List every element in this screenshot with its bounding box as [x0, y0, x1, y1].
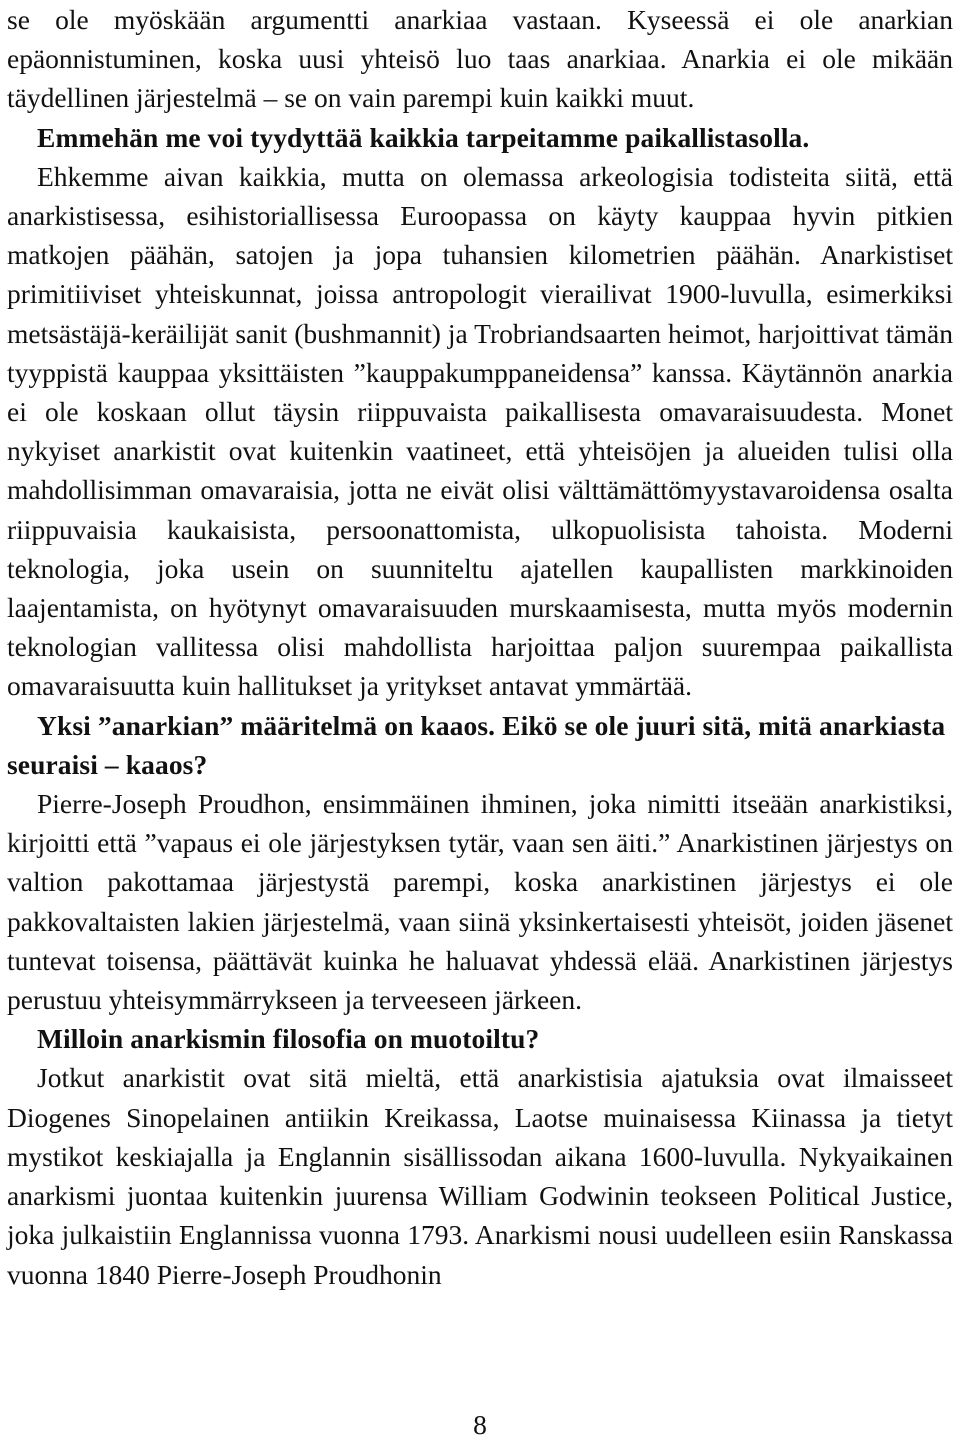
- answer-paragraph-1: Ehkemme aivan kaikkia, mutta on olemassa arkeologisia todisteita siitä, että anarkistisessa, esihistoriallisessa Euroopassa on käyty kauppaa hyvin pitkien matkojen päähän, satojen ja jopa tuhansien kilometrien päähän. Anarkistiset primitiiviset yhteiskunnat, joissa antropologit vierailivat 1900-luvulla, esimerkiksi metsästäjä-keräilijät sanit (bushmannit) ja Trobriandsaarten heimot, harjoittivat tämän tyyppistä kauppaa yksittäisten ”kauppakumppaneidensa” kanssa. Käytännön anarkia ei ole koskaan ollut täysin riippuvaista paikallisesta omavaraisuudesta. Monet nykyiset anarkistit ovat kuitenkin vaatineet, että yhteisöjen ja alueiden tulisi olla mahdollisimman omavaraisia, jotta ne eivät olisi välttämättömyystavaroidensa osalta riippuvaisia kaukaisista, persoonattomista, ulkopuolisista tahoista. Moderni teknologia, joka usein on suunniteltu ajatellen kaupallisten markkinoiden laajentamista, on hyötynyt omavaraisuuden murskaamisesta, mutta myös modernin teknologian vallitessa olisi mahdollista harjoittaa paljon suurempaa paikallista omavaraisuutta kuin hallitukset ja yritykset antavat ymmärtää.: [7, 160, 953, 702]
- answer-paragraph-2: Pierre-Joseph Proudhon, ensimmäinen ihminen, joka nimitti itseään anarkistiksi, kirjoitti että ”vapaus ei ole järjestyksen tytär, vaan sen äiti.” Anarkistinen järjestys on valtion pakottamaa järjestystä parempi, koska anarkistinen järjestys ei ole pakkovaltaisten lakien järjestelmä, vaan siinä yksinkertaisesti yhteisöt, joiden jäsenet tuntevat toisensa, päättävät kuinka he haluavat yhdessä elää. Anarkistinen järjestys perustuu yhteisymmärrykseen ja terveeseen järkeen.: [7, 788, 953, 1016]
- question-heading-2: Yksi ”anarkian” määritelmä on kaaos. Eikö se ole juuri sitä, mitä anarkiasta seuraisi – kaaos?: [7, 709, 946, 780]
- question-heading-3: Milloin anarkismin filosofia on muotoiltu?: [37, 1023, 540, 1055]
- page-number: 8: [473, 1409, 487, 1440]
- document-page: [7, 0, 953, 1294]
- answer-paragraph-3: Jotkut anarkistit ovat sitä mieltä, että anarkistisia ajatuksia ovat ilmaisseet Diogenes Sinopelainen antiikin Kreikassa, Laotse muinaisessa Kiinassa ja tietyt mystikot keskiajalla ja Englannin sisällissodan aikana 1600-luvulla. Nykyaikainen anarkismi juontaa kuitenkin juurensa William Godwinin teokseen Political Justice, joka julkaistiin Englannissa vuonna 1793. Anarkismi nousi uudelleen esiin Ranskassa vuonna 1840 Pierre-Joseph Proudhonin: [7, 1062, 953, 1290]
- question-heading-1: Emmehän me voi tyydyttää kaikkia tarpeitamme paikallistasolla.: [37, 121, 810, 153]
- opening-paragraph: se ole myöskään argumentti anarkiaa vastaan. Kyseessä ei ole anarkian epäonnistuminen, koska uusi yhteisö luo taas anarkiaa. Anarkia ei ole mikään täydellinen järjestelmä – se on vain parempi kuin kaikki muut.: [7, 4, 953, 114]
